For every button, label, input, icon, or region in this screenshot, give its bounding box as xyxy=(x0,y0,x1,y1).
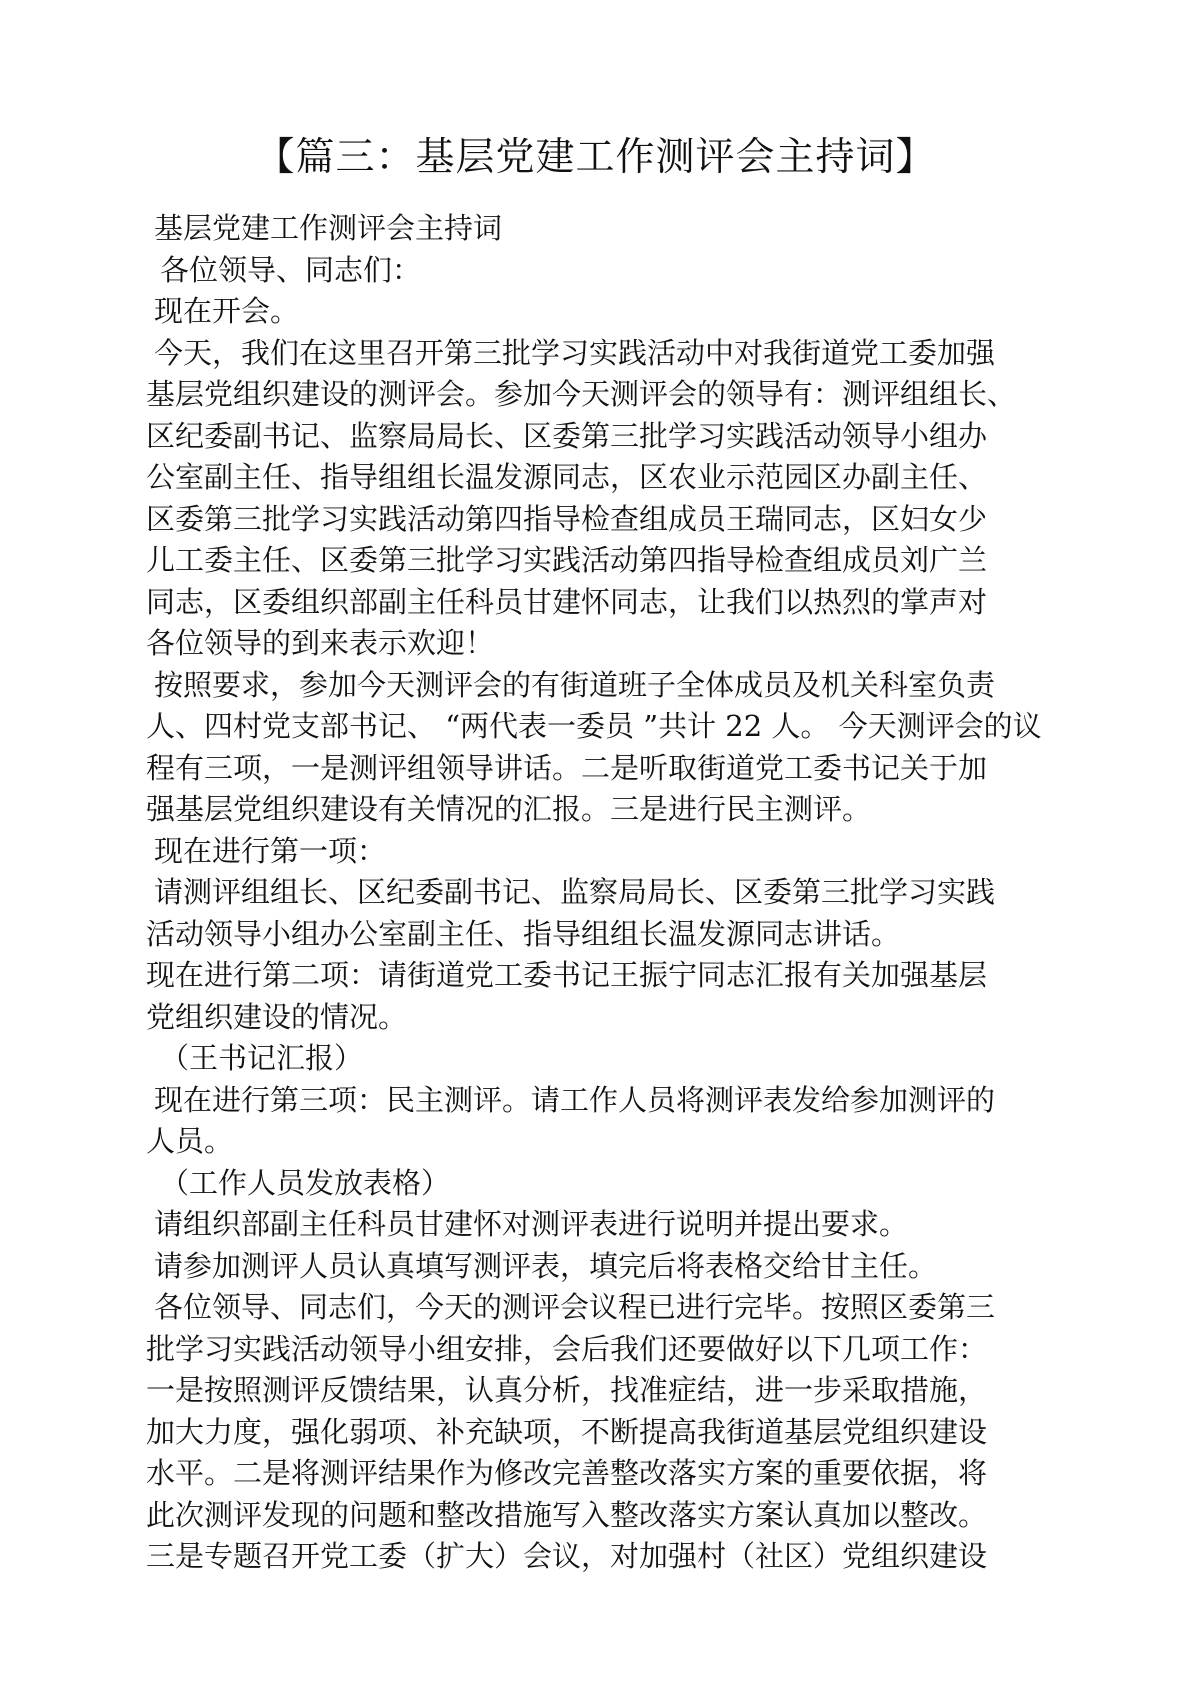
paragraph-line: 请测评组组长、区纪委副书记、监察局局长、区委第三批学习实践 xyxy=(154,875,996,909)
paragraph-line: 现在开会。 xyxy=(154,294,300,328)
paragraph-line: 公室副主任、指导组组长温发源同志，区农业示范园区办副主任、 xyxy=(146,460,988,494)
document-body xyxy=(146,208,1096,1578)
paragraph-line: 现在进行第一项： xyxy=(154,833,387,868)
paragraph-line: 按照要求，参加今天测评会的有街道班子全体成员及机关科室负责 xyxy=(154,667,996,702)
paragraph-line: 三是专题召开党工委（扩大）会议，对加强村（社区）党组织建设 xyxy=(146,1539,988,1573)
paragraph-line: 党组织建设的情况。 xyxy=(146,999,408,1034)
paragraph-line: 各位领导、同志们： xyxy=(160,252,422,287)
paragraph-line: 现在进行第三项：民主测评。请工作人员将测评表发给参加测评的 xyxy=(154,1082,996,1117)
paragraph-line: （工作人员发放表格） xyxy=(160,1165,451,1200)
paragraph-line: （王书记汇报） xyxy=(160,1041,364,1075)
paragraph-line: 区委第三批学习实践活动第四指导检查组成员王瑞同志，区妇女少 xyxy=(146,501,988,536)
paragraph-line: 强基层党组织建设有关情况的汇报。三是进行民主测评。 xyxy=(146,792,872,826)
paragraph-line: 此次测评发现的问题和整改措施写入整改落实方案认真加以整改。 xyxy=(146,1497,988,1532)
paragraph-line: 水平。二是将测评结果作为修改完善整改落实方案的重要依据，将 xyxy=(146,1456,988,1490)
document-title: 【篇三：基层党建工作测评会主持词】 xyxy=(255,135,936,180)
paragraph-line: 一是按照测评反馈结果，认真分析，找准症结，进一步采取措施， xyxy=(146,1373,988,1407)
paragraph-line: 儿工委主任、区委第三批学习实践活动第四指导检查组成员刘广兰 xyxy=(146,543,988,577)
paragraph-line: 加大力度，强化弱项、补充缺项，不断提高我街道基层党组织建设 xyxy=(146,1414,988,1449)
paragraph-line: 今天，我们在这里召开第三批学习实践活动中对我街道党工委加强 xyxy=(154,335,996,370)
paragraph-line: 人员。 xyxy=(146,1124,234,1158)
paragraph-line: 请组织部副主任科员甘建怀对测评表进行说明并提出要求。 xyxy=(154,1207,909,1241)
paragraph-line: 各位领导、同志们，今天的测评会议程已进行完毕。按照区委第三 xyxy=(154,1290,996,1324)
paragraph-line: 现在进行第二项：请街道党工委书记王振宁同志汇报有关加强基层 xyxy=(146,958,988,992)
paragraph-line: 同志，区委组织部副主任科员甘建怀同志，让我们以热烈的掌声对 xyxy=(146,584,988,619)
paragraph-line: 请参加测评人员认真填写测评表，填完后将表格交给甘主任。 xyxy=(154,1248,938,1283)
paragraph-line: 基层党建工作测评会主持词 xyxy=(154,211,503,245)
paragraph-line: 活动领导小组办公室副主任、指导组组长温发源同志讲话。 xyxy=(146,916,901,951)
paragraph-line: 人、四村党支部书记、 “两代表一委员 ”共计 22 人。 今天测评会的议 xyxy=(146,709,1042,743)
paragraph-line: 区纪委副书记、监察局局长、区委第三批学习实践活动领导小组办 xyxy=(146,418,988,453)
paragraph-line: 基层党组织建设的测评会。参加今天测评会的领导有：测评组组长、 xyxy=(146,377,1017,411)
paragraph-line: 程有三项，一是测评组领导讲话。二是听取街道党工委书记关于加 xyxy=(146,750,988,785)
paragraph-line: 各位领导的到来表示欢迎！ xyxy=(146,626,495,660)
paragraph-line: 批学习实践活动领导小组安排，会后我们还要做好以下几项工作： xyxy=(146,1331,988,1366)
